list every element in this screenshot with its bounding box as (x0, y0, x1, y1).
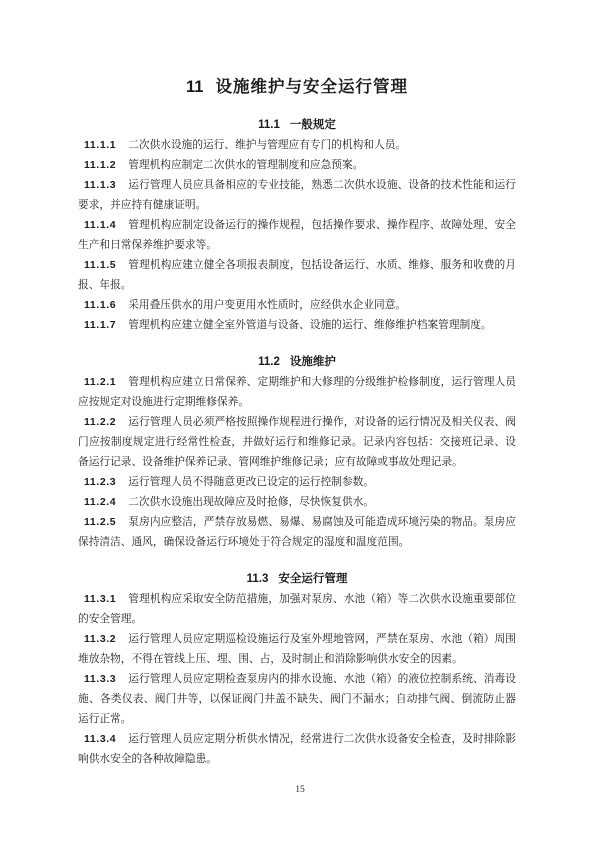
clause-text: 管理机构应建立健全室外管道与设备、设施的运行、维修维护档案管理制度。 (128, 319, 492, 331)
clause-number: 11.3.4 (84, 733, 117, 745)
clause-number: 11.2.4 (84, 496, 117, 508)
clause (78, 472, 516, 492)
chapter-number: 11 (186, 78, 204, 96)
section-title: 设施维护 (289, 356, 336, 368)
clause-text: 运行管理人员应具备相应的专业技能，熟悉二次供水设施、设备的技术性能和运行要求，并应持有健康证明。 (78, 179, 516, 211)
clause-text: 二次供水设施的运行、维护与管理应有专门的机构和人员。 (128, 139, 407, 151)
clause-number: 11.2.2 (84, 416, 117, 428)
clause-number: 11.1.3 (84, 179, 117, 191)
page-number: 15 (295, 785, 305, 795)
clause (78, 372, 516, 412)
sections-container (78, 117, 516, 769)
clause (78, 175, 516, 215)
clause-text: 运行管理人员应定期分析供水情况，经常进行二次供水设备安全检查，及时排除影响供水安全的各种故障隐患。 (78, 733, 516, 765)
clause (78, 412, 516, 472)
clause-text: 管理机构应建立日常保养、定期维护和大修理的分级维护检修制度，运行管理人员应按规定对设施进行定期维修保养。 (78, 376, 516, 408)
clause (78, 669, 516, 729)
clause-number: 11.3.1 (84, 593, 117, 605)
clause-text: 运行管理人员应定期检查泵房内的排水设施、水池（箱）的液位控制系统、消毒设施、各类仪表、阀门井等，以保证阀门井盖不缺失、阀门不漏水；自动排气阀、倒流防止器运行正常。 (78, 673, 516, 725)
clause-number: 11.3.2 (84, 633, 117, 645)
section-number: 11.1 (258, 119, 280, 131)
text-block (78, 0, 516, 769)
clause-number: 11.1.2 (84, 159, 117, 171)
clause-number: 11.1.7 (84, 319, 117, 331)
clause-text: 管理机构应建立健全各项报表制度，包括设备运行、水质、维修、服务和收费的月报、年报。 (78, 259, 516, 291)
clause (78, 135, 516, 155)
clause-text: 运行管理人员不得随意更改已设定的运行控制参数。 (128, 476, 375, 488)
clause-number: 11.1.5 (84, 259, 117, 271)
clause-number: 11.1.4 (84, 219, 117, 231)
clause-text: 采用叠压供水的用户变更用水性质时，应经供水企业同意。 (128, 299, 407, 311)
chapter-title: 设施维护与安全运行管理 (215, 78, 408, 96)
clause-text: 管理机构应制定设备运行的操作规程，包括操作要求、操作程序、故障处理、安全生产和日常保养维护要求等。 (78, 219, 516, 251)
chapter-heading (78, 76, 516, 98)
clause-text: 管理机构应采取安全防范措施，加强对泵房、水池（箱）等二次供水设施重要部位的安全管理。 (78, 593, 516, 625)
clause-number: 11.2.1 (84, 376, 117, 388)
clause-number: 11.2.5 (84, 516, 117, 528)
clause (78, 629, 516, 669)
clause (78, 729, 516, 769)
clause-number: 11.2.3 (84, 476, 117, 488)
section-number: 11.2 (258, 356, 280, 368)
clause-text: 运行管理人员应定期巡检设施运行及室外埋地管网，严禁在泵房、水池（箱）周围堆放杂物，不得在管线上压、埋、围、占，及时制止和消除影响供水安全的因素。 (78, 633, 516, 665)
clause-text: 泵房内应整洁，严禁存放易燃、易爆、易腐蚀及可能造成环境污染的物品。泵房应保持清洁、通风，确保设备运行环境处于符合规定的湿度和温度范围。 (78, 516, 516, 548)
section-heading (78, 117, 516, 133)
clause-number: 11.1.1 (84, 139, 117, 151)
clause-number: 11.1.6 (84, 299, 117, 311)
clause-text: 管理机构应制定二次供水的管理制度和应急预案。 (128, 159, 364, 171)
clause-text: 二次供水设施出现故障应及时抢修，尽快恢复供水。 (128, 496, 375, 508)
clause (78, 155, 516, 175)
clause (78, 512, 516, 552)
section-number: 11.3 (246, 573, 269, 585)
clause (78, 589, 516, 629)
section-heading (78, 571, 516, 587)
clause (78, 315, 516, 335)
clause-number: 11.3.3 (84, 673, 117, 685)
clause (78, 215, 516, 255)
section-heading (78, 354, 516, 370)
section-title: 一般规定 (289, 119, 336, 131)
clause (78, 255, 516, 295)
clause (78, 492, 516, 512)
clause-text: 运行管理人员必须严格按照操作规程进行操作，对设备的运行情况及相关仪表、阀门应按制度规定进行经常性检查，并做好运行和维修记录。记录内容包括：交接班记录、设备运行记录、设备维护保养记录、管网维护维修记录；应有故障或事故处理记录。 (78, 416, 516, 468)
section-title: 安全运行管理 (278, 573, 348, 585)
clause (78, 295, 516, 315)
